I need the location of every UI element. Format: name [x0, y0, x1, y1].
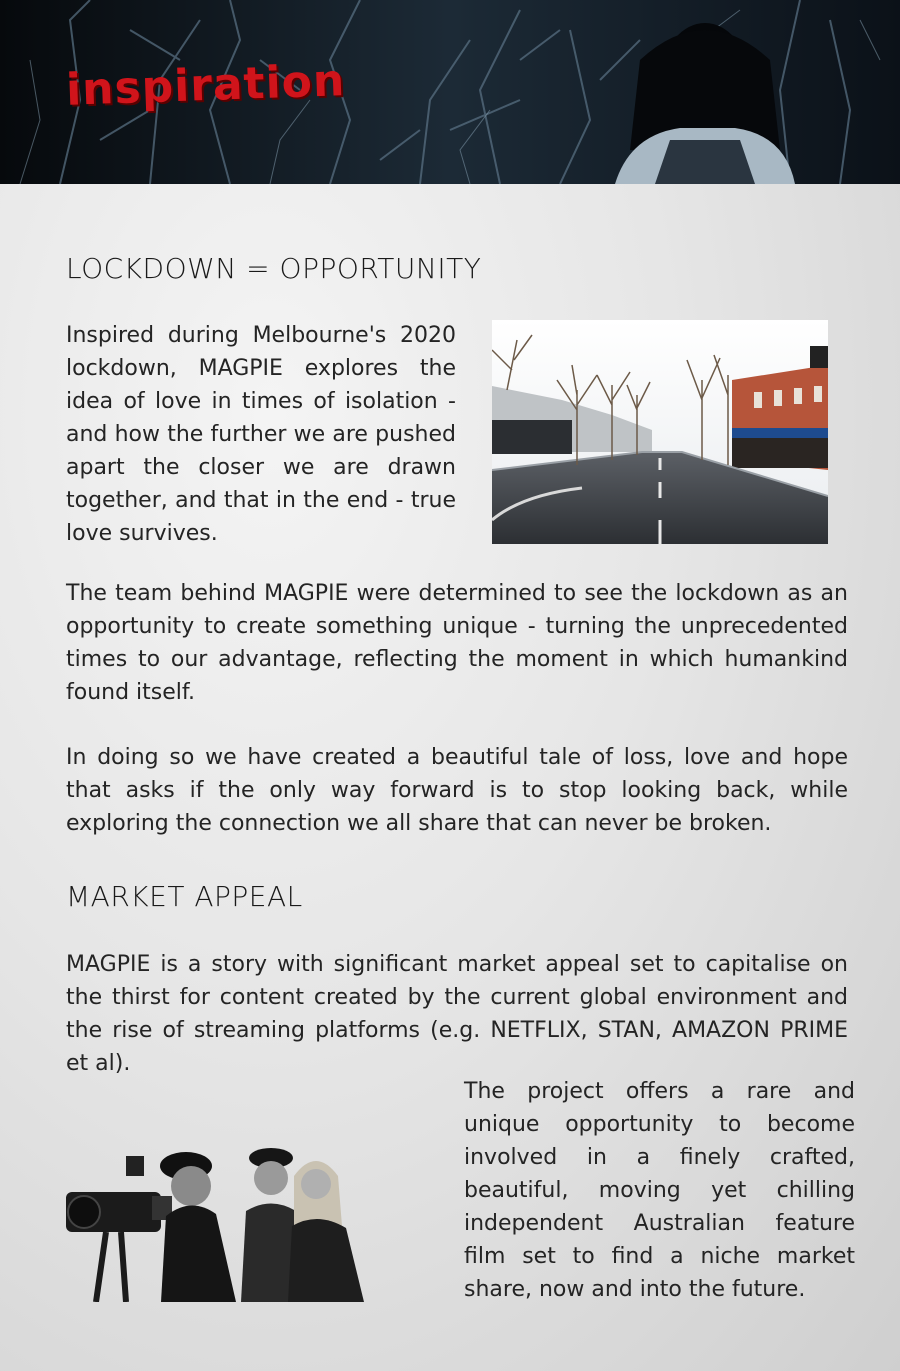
empty-street-photo	[492, 320, 828, 544]
lockdown-intro-paragraph: Inspired during Melbourne's 2020 lockdown, MAGPIE explores the idea of love in times of isolation - and how the further we are pushed apart the closer we are drawn together, and that in the end - true love survives.	[66, 323, 456, 546]
lockdown-tale-paragraph: In doing so we have created a beautiful tale of loss, love and hope that asks if the only way forward is to stop looking back, while exploring the connection we all share that can never be broken.	[66, 745, 848, 836]
lockdown-heading: LOCKDOWN = OPPORTUNITY	[66, 252, 482, 285]
market-heading: MARKET APPEAL	[66, 880, 303, 913]
market-appeal-paragraph: MAGPIE is a story with significant market appeal set to capitalise on the thirst for content created by the current global environment and the rise of streaming platforms (e.g. NETFLIX, STAN, AMAZON PRIME et al).	[66, 952, 848, 1076]
header-banner	[0, 0, 900, 184]
header-title: inspiration	[65, 55, 347, 116]
film-crew-photo	[66, 1136, 366, 1302]
market-offer-paragraph: The project offers a rare and unique opportunity to become involved in a finely crafted, beautiful, moving yet chilling independent Australian feature film set to find a niche market share, now and into the future.	[464, 1079, 855, 1302]
lockdown-team-paragraph: The team behind MAGPIE were determined to see the lockdown as an opportunity to create something unique - turning the unprecedented times to our advantage, reflecting the moment in which humankind found itself.	[66, 581, 848, 705]
